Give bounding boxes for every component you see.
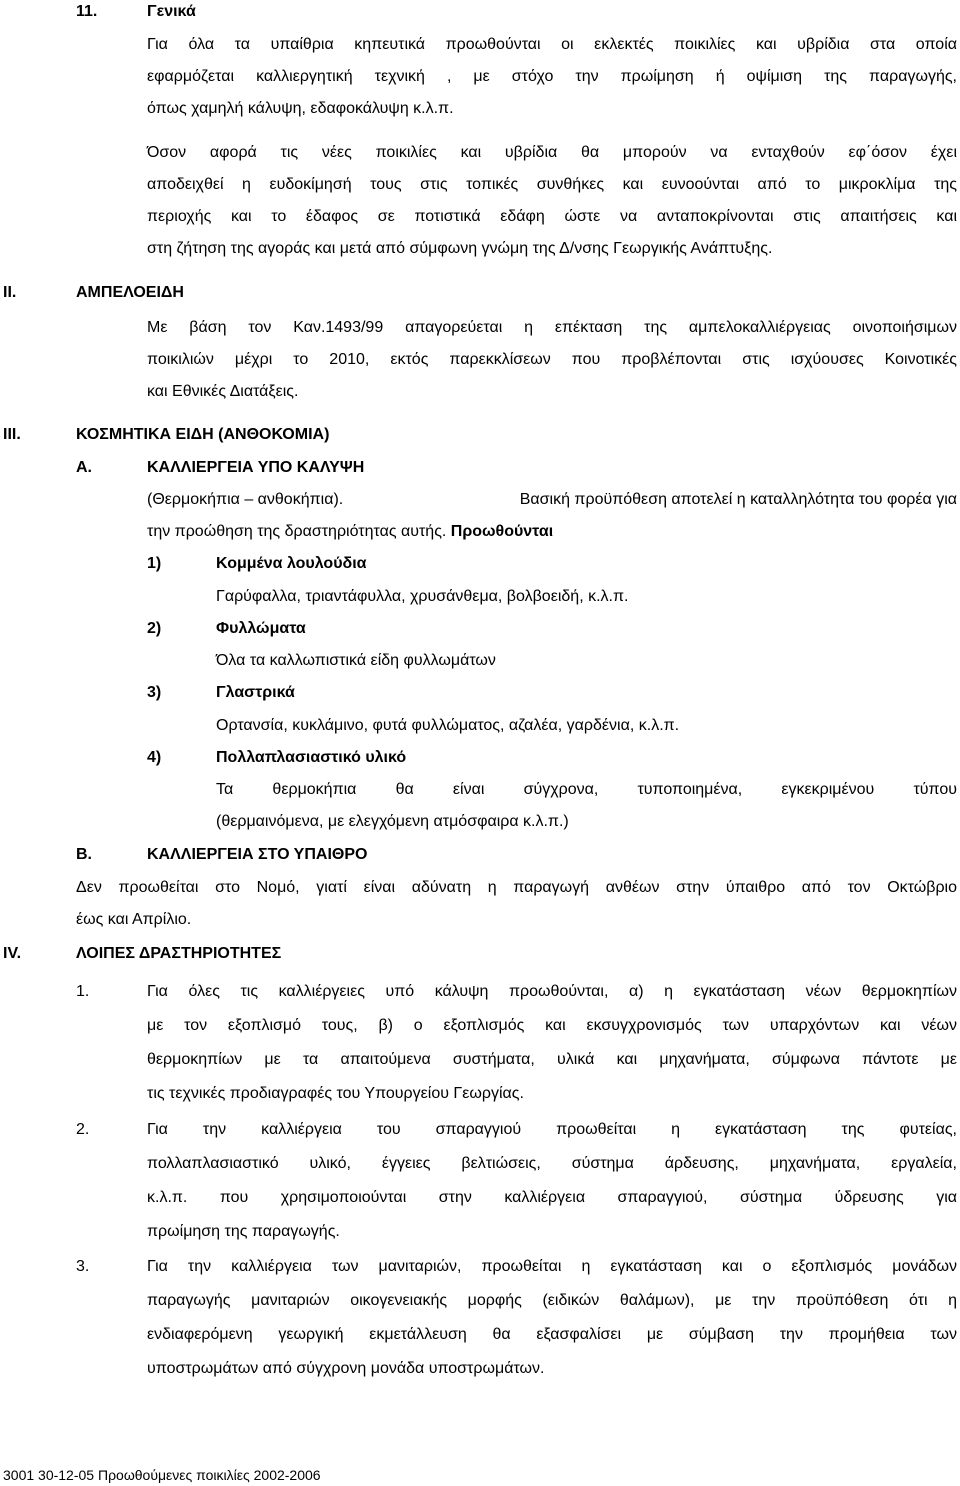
paragraph-line: με τον εξοπλισμό τους, β) ο εξοπλισμός και εκσυγχρονισμός των υπαρχόντων και νέων [147,1017,957,1034]
text-span: την προώθηση της δραστηριότητας αυτής. [147,523,447,540]
paragraph-line: ενδιαφερόμενη γεωργική εκμετάλλευση θα εξασφαλίσει με σύμβαση την προμήθεια των [147,1326,957,1343]
item-title: Φυλλώματα [216,620,306,637]
section-title: Γενικά [147,3,196,20]
item-number: 1) [147,555,162,572]
paragraph-line: Για την καλλιέργεια των μανιταριών, προωθείται η εγκατάσταση και ο εξοπλισμός μονάδων [147,1258,957,1275]
section-number: 11. [76,3,98,20]
paragraph-line: παραγωγής μανιταριών οικογενειακής μορφής (ειδικών θαλάμων), με την προϋπόθεση ότι η [147,1292,957,1309]
paragraph-line: στη ζήτηση της αγοράς και μετά από σύμφωνη γνώμη της Δ/νσης Γεωργικής Ανάπτυξης. [147,240,773,257]
subsection-number: Α. [76,459,92,476]
paragraph-line: περιοχής και το έδαφος σε ποτιστικά εδάφη ώστε να ανταποκρίνονται στις απαιτήσεις και [147,208,957,225]
item-description: Ορτανσία, κυκλάμινο, φυτά φυλλώματος, αζαλέα, γαρδένια, κ.λ.π. [216,717,680,734]
text-span: Προωθούνται [446,523,554,540]
paragraph-line: έως και Απρίλιο. [76,911,192,928]
paragraph-line: Όσον αφορά τις νέες ποικιλίες και υβρίδια θα μπορούν να ενταχθούν εφ΄όσον έχει [147,144,957,161]
paragraph-line: Για την καλλιέργεια του σπαραγγιού προωθείται η εγκατάσταση της φυτείας, [147,1121,957,1138]
paragraph-line: πρωίμηση της παραγωγής. [147,1223,340,1240]
page-footer: 3001 30-12-05 Προωθούμενες ποικιλίες 2002-2006 [3,1467,321,1483]
item-number: 2. [76,1121,90,1138]
section-title: ΚΟΣΜΗΤΙΚΑ ΕΙΔΗ (ΑΝΘΟΚΟΜΙΑ) [76,426,330,443]
subsection-number: Β. [76,846,92,863]
paragraph-line [147,490,957,510]
paragraph-line: εφαρμόζεται καλλιεργητική τεχνική , με στόχο την πρωίμηση ή οψίμιση της παραγωγής, [147,68,957,85]
paragraph-line: Με βάση τον Καν.1493/99 απαγορεύεται η επέκταση της αμπελοκαλλιέργειας οινοποιήσιμων [147,319,957,336]
paragraph-line: θερμοκηπίων με τα απαιτούμενα συστήματα, υλικά και μηχανήματα, σύμφωνα πάντοτε με [147,1051,957,1068]
section-number: IV. [3,945,22,962]
item-description: Γαρύφαλλα, τριαντάφυλλα, χρυσάνθεμα, βολβοειδή, κ.λ.π. [216,588,629,605]
section-number: III. [3,426,21,443]
item-number: 4) [147,749,162,766]
paragraph-line: Για όλα τα υπαίθρια κηπευτικά προωθούνται οι εκλεκτές ποικιλίες και υβρίδια στα οποία [147,36,957,53]
item-title: Κομμένα λουλούδια [216,555,367,572]
paragraph-line: και Εθνικές Διατάξεις. [147,383,299,400]
subsection-title: ΚΑΛΛΙΕΡΓΕΙΑ ΣΤΟ ΥΠΑΙΘΡΟ [147,846,368,863]
paragraph-line: υποστρωμάτων από σύγχρονη μονάδα υποστρωμάτων. [147,1360,545,1377]
text-span: (Θερμοκήπια – ανθοκήπια). [147,491,344,508]
item-description: (θερμαινόμενα, με ελεγχόμενη ατμόσφαιρα κ.λ.π.) [216,813,569,830]
item-number: 2) [147,620,162,637]
subsection-title: ΚΑΛΛΙΕΡΓΕΙΑ ΥΠΟ ΚΑΛΥΨΗ [147,459,365,476]
section-title: ΑΜΠΕΛΟΕΙΔΗ [76,284,184,301]
item-number: 3. [76,1258,90,1275]
item-title: Πολλαπλασιαστικό υλικό [216,749,407,766]
paragraph-line: πολλαπλασιαστικό υλικό, έγγειες βελτιώσεις, σύστημα άρδευσης, μηχανήματα, εργαλεία, [147,1155,957,1172]
paragraph-line: τις τεχνικές προδιαγραφές του Υπουργείου Γεωργίας. [147,1085,524,1102]
paragraph-line: Για όλες τις καλλιέργειες υπό κάλυψη προωθούνται, α) η εγκατάσταση νέων θερμοκηπίων [147,983,957,1000]
item-number: 3) [147,684,162,701]
paragraph-line: ποικιλιών μέχρι το 2010, εκτός παρεκκλίσεων που προβλέπονται στις ισχύουσες Κοινοτικές [147,351,957,368]
paragraph-line: όπως χαμηλή κάλυψη, εδαφοκάλυψη κ.λ.π. [147,100,454,117]
paragraph-line [147,522,553,542]
paragraph-line: Δεν προωθείται στο Νομό, γιατί είναι αδύνατη η παραγωγή ανθέων στην ύπαιθρο από τον Οκτώβριο [76,879,957,896]
item-number: 1. [76,983,90,1000]
paragraph-line: κ.λ.π. που χρησιμοποιούνται στην καλλιέργεια σπαραγγιού, σύστημα ύδρευσης για [147,1189,957,1206]
text-span: Βασική προϋπόθεση αποτελεί η καταλληλότητα του φορέα για [519,491,957,508]
item-title: Γλαστρικά [216,684,295,701]
item-description: Τα θερμοκήπια θα είναι σύγχρονα, τυποποιημένα, εγκεκριμένου τύπου [216,781,957,798]
section-number: II. [3,284,17,301]
item-description: Όλα τα καλλωπιστικά είδη φυλλωμάτων [216,652,496,669]
paragraph-line: αποδειχθεί η ευδοκίμησή τους στις τοπικές συνθήκες και ευνοούνται από το μικροκλίμα της [147,176,957,193]
section-title: ΛΟΙΠΕΣ ΔΡΑΣΤΗΡΙΟΤΗΤΕΣ [76,945,282,962]
